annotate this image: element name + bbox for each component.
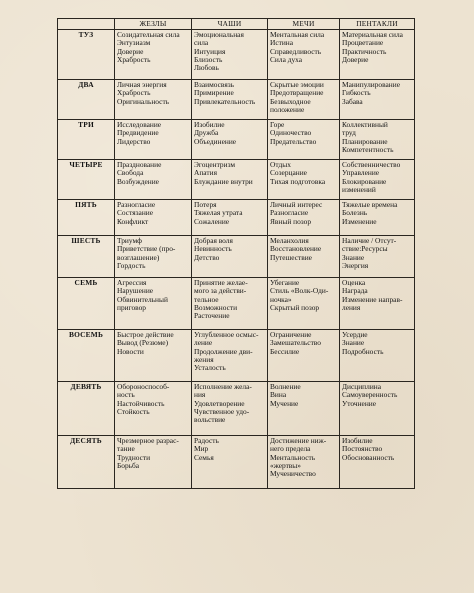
cell-cups: [192, 200, 268, 236]
cell-line: Возбуждение: [117, 176, 159, 186]
cell-line: Интуиция: [194, 46, 226, 56]
cell-cups: [192, 160, 268, 200]
cell-cups: [192, 80, 268, 120]
cell-line: Углубленное осмыс-: [194, 330, 259, 340]
cell-line: Скрытый позор: [270, 302, 320, 312]
cell-line: Самоуверенность: [342, 390, 398, 400]
cell-line: труд: [342, 128, 356, 138]
cell-line: ночка»: [270, 294, 292, 304]
cell-line: Быстрое действие: [117, 330, 174, 340]
cell-line: Объединение: [194, 136, 237, 146]
cell-line: Тяжелая утрата: [194, 208, 243, 218]
cell-line: Удовлетворение: [194, 398, 245, 408]
tarot-meanings-table: [57, 18, 415, 489]
cell-line: Триумф: [117, 236, 142, 246]
cell-pentacles: [340, 120, 415, 160]
cell-line: Эгоцентризм: [194, 160, 236, 170]
table-row: [58, 278, 415, 330]
header-cell-wands: ЖЕЗЛЫ: [115, 19, 192, 30]
cell-line: Обвинительный: [117, 294, 168, 304]
cell-line: Усердие: [342, 330, 368, 340]
cell-line: вольствие: [194, 415, 226, 425]
header-cell-pentacles: ПЕНТАКЛИ: [340, 19, 415, 30]
cell-line: Горе: [270, 120, 285, 130]
cell-line: Достижение ниж-: [270, 436, 327, 446]
cell-swords: [268, 278, 340, 330]
cell-line: Вывод (Резюме): [117, 338, 169, 348]
cell-line: ления: [342, 302, 361, 312]
cell-cups: [192, 278, 268, 330]
table-row: [58, 236, 415, 278]
cell-line: Энергия: [342, 260, 369, 270]
cell-wands: [115, 120, 192, 160]
cell-pentacles: [340, 382, 415, 436]
cell-pentacles: [340, 30, 415, 80]
cell-line: Мученичество: [270, 469, 316, 479]
cell-line: Храбрость: [117, 54, 151, 64]
cell-line: Ограничение: [270, 330, 312, 340]
cell-line: Борьба: [117, 460, 140, 470]
cell-line: Добрая воля: [194, 236, 233, 246]
cell-wands: [115, 278, 192, 330]
cell-pentacles: [340, 80, 415, 120]
cell-line: Доверие: [117, 46, 144, 56]
cell-pentacles: [340, 436, 415, 489]
cell-line: Оригинальность: [117, 96, 170, 106]
cell-line: Блуждание внутри: [194, 176, 253, 186]
cell-line: Манипулирование: [342, 80, 400, 90]
cell-line: ление: [194, 338, 213, 348]
cell-line: Любовь: [194, 63, 219, 73]
table-row: [58, 120, 415, 160]
cell-line: Конфликт: [117, 216, 149, 226]
cell-line: ствие:Ресурсы: [342, 244, 388, 254]
table-row: [58, 30, 415, 80]
cell-line: изменений: [342, 184, 376, 194]
cell-line: Привлекательность: [194, 96, 256, 106]
cell-line: Замешательство: [270, 338, 321, 348]
cell-cups: [192, 382, 268, 436]
cell-line: Обоснованность: [342, 452, 395, 462]
header-cell-empty: [58, 19, 115, 30]
cell-line: Ментальная сила: [270, 30, 325, 40]
cell-pentacles: [340, 236, 415, 278]
cell-line: Знание: [342, 338, 365, 348]
cell-line: Усталость: [194, 363, 226, 373]
cell-line: Предательство: [270, 136, 317, 146]
cell-line: Разногласие: [270, 208, 309, 218]
cell-line: Изобилие: [194, 120, 225, 130]
cell-line: Приветствие (про-: [117, 244, 176, 254]
cell-wands: [115, 236, 192, 278]
cell-pentacles: [340, 278, 415, 330]
cell-line: Свобода: [117, 168, 144, 178]
cell-pentacles: [340, 200, 415, 236]
rank-cell: ДЕСЯТЬ: [58, 436, 115, 489]
cell-swords: [268, 80, 340, 120]
table-row: [58, 436, 415, 489]
cell-line: Скрытые эмоции: [270, 80, 324, 90]
cell-cups: [192, 30, 268, 80]
cell-line: Уточнение: [342, 398, 377, 408]
cell-line: Близость: [194, 54, 223, 64]
cell-line: Бессилие: [270, 346, 300, 356]
cell-line: Изменение направ-: [342, 294, 403, 304]
cell-wands: [115, 436, 192, 489]
cell-swords: [268, 382, 340, 436]
cell-line: Состязание: [117, 208, 154, 218]
cell-line: Созерцание: [270, 168, 307, 178]
cell-line: Агрессия: [117, 278, 147, 288]
cell-line: Явный позор: [270, 216, 312, 226]
cell-line: Собственничество: [342, 160, 401, 170]
rank-cell: СЕМЬ: [58, 278, 115, 330]
cell-wands: [115, 200, 192, 236]
cell-line: Изменение: [342, 216, 377, 226]
cell-line: Путешествие: [270, 252, 312, 262]
cell-line: Отдых: [270, 160, 291, 170]
cell-line: Обороноспособ-: [117, 382, 170, 392]
rank-cell: ШЕСТЬ: [58, 236, 115, 278]
cell-line: сила: [194, 38, 209, 48]
cell-line: тельное: [194, 294, 219, 304]
cell-line: Тяжелые времена: [342, 200, 398, 210]
header-cell-cups: ЧАШИ: [192, 19, 268, 30]
cell-line: Оценка: [342, 278, 366, 288]
cell-swords: [268, 436, 340, 489]
cell-line: мого за действи-: [194, 286, 247, 296]
table-row: [58, 160, 415, 200]
cell-line: Волнение: [270, 382, 301, 392]
cell-line: Семья: [194, 452, 214, 462]
cell-line: Чувственное удо-: [194, 406, 250, 416]
cell-line: Празднование: [117, 160, 162, 170]
cell-line: Энтузиазм: [117, 38, 151, 48]
cell-line: Исполнение жела-: [194, 382, 252, 392]
cell-line: Убегание: [270, 278, 300, 288]
cell-swords: [268, 200, 340, 236]
cell-line: Ментальность: [270, 452, 316, 462]
cell-line: Апатия: [194, 168, 217, 178]
cell-line: Коллективный: [342, 120, 388, 130]
table-row: [58, 80, 415, 120]
cell-line: Личный интерес: [270, 200, 323, 210]
cell-line: Взаимосвязь: [194, 80, 235, 90]
cell-line: Компетентность: [342, 144, 394, 154]
rank-cell: ТУЗ: [58, 30, 115, 80]
cell-line: Примирение: [194, 88, 234, 98]
cell-line: ния: [194, 390, 206, 400]
cell-line: Созидательная сила: [117, 30, 180, 40]
rank-cell: ТРИ: [58, 120, 115, 160]
cell-line: Предотвращение: [270, 88, 324, 98]
cell-line: Возможности: [194, 302, 238, 312]
cell-line: Нарушение: [117, 286, 154, 296]
cell-wands: [115, 160, 192, 200]
rank-cell: ДЕВЯТЬ: [58, 382, 115, 436]
cell-cups: [192, 236, 268, 278]
cell-line: Исследование: [117, 120, 162, 130]
cell-line: «жертвы»: [270, 460, 301, 470]
cell-line: Дисциплина: [342, 382, 382, 392]
cell-line: Чрезмерное разрас-: [117, 436, 179, 446]
cell-line: Материальная сила: [342, 30, 403, 40]
table-row: [58, 382, 415, 436]
cell-line: Стойкость: [117, 406, 150, 416]
cell-line: Лидерство: [117, 136, 151, 146]
cell-line: Сожаление: [194, 216, 230, 226]
cell-line: Безвыходное: [270, 96, 311, 106]
cell-line: Детство: [194, 252, 220, 262]
cell-line: него предела: [270, 444, 311, 454]
cell-line: Тихая подготовка: [270, 176, 326, 186]
cell-line: Награда: [342, 286, 368, 296]
cell-line: Гордость: [117, 260, 146, 270]
cell-line: Мир: [194, 444, 209, 454]
cell-line: Дружба: [194, 128, 219, 138]
cell-line: Процветание: [342, 38, 384, 48]
cell-line: Принятие желае-: [194, 278, 248, 288]
cell-cups: [192, 436, 268, 489]
cell-line: возглашение): [117, 252, 160, 262]
cell-line: Блокирование: [342, 176, 387, 186]
cell-line: Планирование: [342, 136, 388, 146]
cell-pentacles: [340, 160, 415, 200]
cell-line: Храбрость: [117, 88, 151, 98]
cell-line: Радость: [194, 436, 219, 446]
cell-line: тание: [117, 444, 135, 454]
cell-wands: [115, 330, 192, 382]
cell-line: Эмоциональная: [194, 30, 244, 40]
cell-line: Разногласие: [117, 200, 156, 210]
cell-line: Практичность: [342, 46, 387, 56]
cell-line: Предвидение: [117, 128, 159, 138]
cell-swords: [268, 120, 340, 160]
rank-cell: ВОСЕМЬ: [58, 330, 115, 382]
cell-line: Наличие / Отсут-: [342, 236, 397, 246]
header-cell-swords: МЕЧИ: [268, 19, 340, 30]
cell-pentacles: [340, 330, 415, 382]
rank-cell: ПЯТЬ: [58, 200, 115, 236]
cell-cups: [192, 330, 268, 382]
cell-line: Одиночество: [270, 128, 312, 138]
cell-line: ность: [117, 390, 135, 400]
cell-cups: [192, 120, 268, 160]
cell-line: Гибкость: [342, 88, 371, 98]
table-row: [58, 330, 415, 382]
cell-line: Мучение: [270, 398, 299, 408]
cell-line: Болезнь: [342, 208, 368, 218]
table-row: [58, 200, 415, 236]
cell-line: Расточение: [194, 311, 230, 321]
cell-swords: [268, 330, 340, 382]
cell-line: Потеря: [194, 200, 217, 210]
cell-line: Управление: [342, 168, 380, 178]
cell-line: Меланхолия: [270, 236, 309, 246]
cell-line: Личная энергия: [117, 80, 167, 90]
header-row: [58, 19, 415, 30]
cell-line: приговор: [117, 302, 146, 312]
cell-line: Забава: [342, 96, 363, 106]
cell-line: Доверие: [342, 54, 369, 64]
rank-cell: ДВА: [58, 80, 115, 120]
cell-line: Сила духа: [270, 54, 303, 64]
cell-line: Восстановление: [270, 244, 322, 254]
cell-line: Знание: [342, 252, 365, 262]
cell-line: Справедливость: [270, 46, 322, 56]
rank-cell: ЧЕТЫРЕ: [58, 160, 115, 200]
cell-line: Настойчивость: [117, 398, 165, 408]
cell-line: Невинность: [194, 244, 232, 254]
cell-wands: [115, 30, 192, 80]
cell-wands: [115, 80, 192, 120]
cell-swords: [268, 236, 340, 278]
cell-swords: [268, 160, 340, 200]
cell-line: Трудности: [117, 452, 151, 462]
cell-line: Изобилие: [342, 436, 373, 446]
cell-line: жения: [194, 354, 214, 364]
cell-line: Подробность: [342, 346, 384, 356]
cell-line: положение: [270, 104, 305, 114]
cell-line: Истина: [270, 38, 294, 48]
cell-line: Стиль «Волк-Оди-: [270, 286, 329, 296]
cell-line: Постоянство: [342, 444, 383, 454]
cell-swords: [268, 30, 340, 80]
cell-line: Новости: [117, 346, 144, 356]
cell-line: Продолжение дви-: [194, 346, 253, 356]
cell-wands: [115, 382, 192, 436]
cell-line: Вина: [270, 390, 287, 400]
